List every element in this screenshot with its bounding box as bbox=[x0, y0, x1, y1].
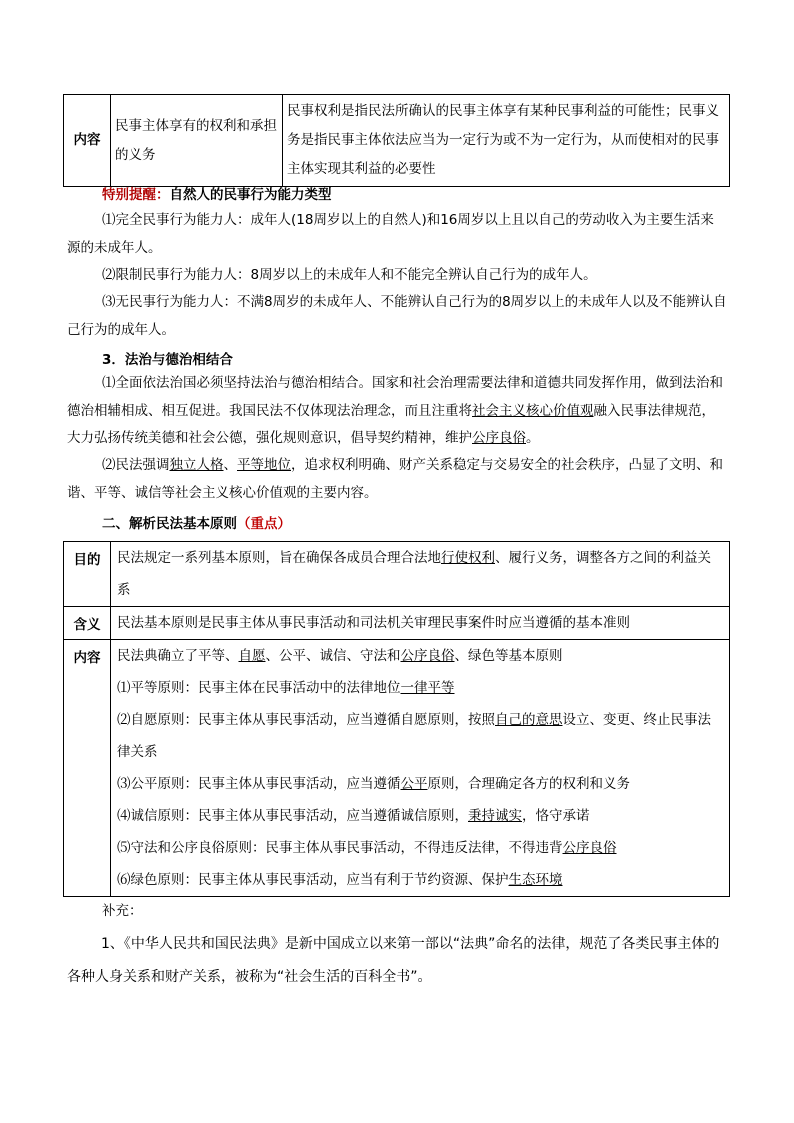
underlined-term: 公序良俗 bbox=[562, 840, 617, 856]
row-definition: 民事权利是指民法所确认的民事主体享有某种民事利益的可能性；民事义务是指民事主体依法应当为一定行为或不为一定行为，从而使相对的民事主体实现其利益的必要性 bbox=[283, 95, 730, 187]
capacity-full: ⑴完全民事行为能力人：成年人(18周岁以上的自然人)和16周岁以上且以自己的劳动收入为主要生活来源的未成年人。 bbox=[67, 212, 714, 256]
underlined-term: 社会主义核心价值观 bbox=[472, 402, 594, 419]
row-key: 内容 bbox=[64, 640, 111, 897]
underlined-term: 一律平等 bbox=[400, 680, 455, 696]
underlined-term: 自己的意思 bbox=[495, 712, 563, 728]
principles-intro: 民法典确立了平等、自愿、公平、诚信、守法和公序良俗、绿色等基本原则 bbox=[117, 648, 563, 664]
supplement-note: 1、《中华人民共和国民法典》是新中国成立以来第一部以“法典”命名的法律，规范了各类民事主体的各种人身关系和财产关系，被称为“社会生活的百科全书”。 bbox=[67, 936, 720, 985]
underlined-term: 平等地位 bbox=[237, 457, 291, 473]
reminder-label: 特别提醒： bbox=[102, 187, 170, 203]
principle-good-faith: ⑷诚信原则：民事主体从事民事活动，应当遵循诚信原则，秉持诚实，恪守承诺 bbox=[117, 808, 590, 824]
table-row bbox=[64, 542, 730, 607]
civil-law-principles-table bbox=[63, 541, 730, 897]
row-value bbox=[111, 640, 730, 897]
capacity-none: ⑶无民事行为能力人：不满8周岁的未成年人、不能辨认自己行为的8周岁以上的未成年人以及不能辨认自己行为的成年人。 bbox=[67, 294, 727, 338]
special-reminder bbox=[102, 183, 332, 203]
table-row bbox=[64, 607, 730, 640]
principle-equality: ⑴平等原则：民事主体在民事活动中的法律地位一律平等 bbox=[117, 680, 455, 696]
reminder-text: 自然人的民事行为能力类型 bbox=[169, 187, 332, 203]
underlined-term: 自愿 bbox=[238, 648, 266, 664]
row-key: 内容 bbox=[64, 95, 111, 187]
principle-voluntariness: ⑵自愿原则：民事主体从事民事活动，应当遵循自愿原则，按照自己的意思设立、变更、终止民事法律关系 bbox=[117, 712, 711, 760]
section3-paragraph-2: ⑵民法强调独立人格、平等地位，追求权利明确、财产关系稳定与交易安全的社会秩序，凸显了文明、和谐、平等、诚信等社会主义核心价值观的主要内容。 bbox=[67, 457, 723, 501]
underlined-term: 公平 bbox=[400, 776, 428, 792]
principle-green: ⑹绿色原则：民事主体从事民事活动，应当有利于节约资源、保护生态环境 bbox=[117, 872, 563, 888]
rights-duties-table bbox=[63, 94, 730, 187]
capacity-limited: ⑵限制民事行为能力人：8周岁以上的未成年人和不能完全辨认自己行为的成年人。 bbox=[102, 267, 597, 283]
underlined-term: 公序良俗 bbox=[472, 430, 526, 446]
underlined-term: 公序良俗 bbox=[400, 648, 455, 664]
row-middle: 民事主体享有的权利和承担的义务 bbox=[111, 95, 283, 187]
section-heading-3: 3．法治与德治相结合 bbox=[102, 352, 233, 368]
underlined-term: 独立人格 bbox=[169, 457, 224, 473]
underlined-term: 秉持诚实 bbox=[468, 808, 522, 824]
supplement-label: 补充： bbox=[102, 903, 143, 919]
section-heading-2: 二、解析民法基本原则（重点） bbox=[102, 516, 291, 532]
underlined-term: 生态环境 bbox=[508, 872, 563, 888]
row-key: 目的 bbox=[64, 542, 111, 607]
key-point-tag: （重点） bbox=[237, 516, 291, 532]
row-value: 民法规定一系列基本原则，旨在确保各成员合理合法地行使权利、履行义务，调整各方之间的利益关系 bbox=[111, 542, 730, 607]
principle-fairness: ⑶公平原则：民事主体从事民事活动，应当遵循公平原则，合理确定各方的权利和义务 bbox=[117, 776, 630, 792]
principle-public-order: ⑸守法和公序良俗原则：民事主体从事民事活动，不得违反法律，不得违背公序良俗 bbox=[117, 840, 617, 856]
row-value: 民法基本原则是民事主体从事民事活动和司法机关审理民事案件时应当遵循的基本准则 bbox=[111, 607, 730, 640]
table-row bbox=[64, 95, 730, 187]
row-key: 含义 bbox=[64, 607, 111, 640]
section3-paragraph-1: ⑴全面依法治国必须坚持法治与德治相结合。国家和社会治理需要法律和道德共同发挥作用，做到法治和德治相辅相成、相互促进。我国民法不仅体现法治理念，而且注重将社会主义核心价值观融入民事法律规范，大力弘扬传统美德和社会公德，强化规则意识，倡导契约精神，维护公序良俗。 bbox=[67, 375, 723, 446]
underlined-term: 行使权利 bbox=[441, 550, 495, 566]
table-row bbox=[64, 640, 730, 897]
